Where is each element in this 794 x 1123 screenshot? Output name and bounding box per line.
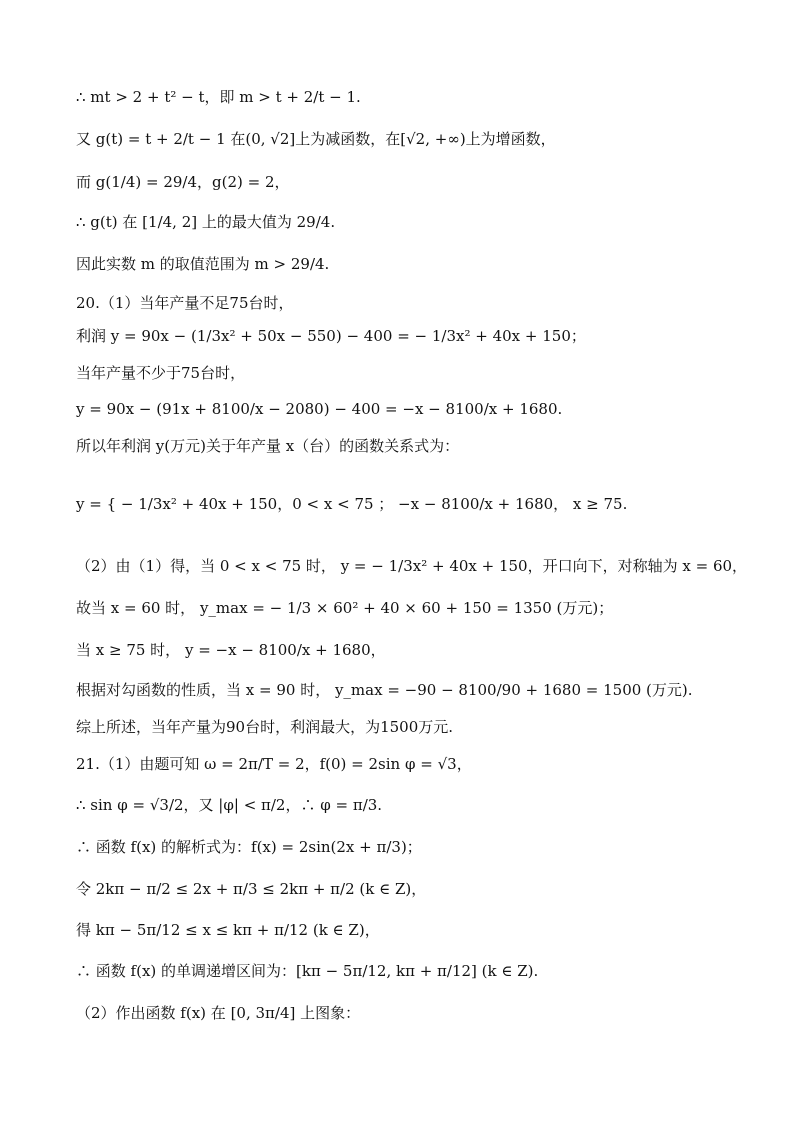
piecewise-function: y = { − 1/3x² + 40x + 150，0 < x < 75 ； −x − 8100/x + 1680， x ≥ 75. — [76, 495, 628, 513]
solution-line-14: 当 x ≥ 75 时， y = −x − 8100/x + 1680， — [76, 641, 386, 659]
increasing-interval: ∴ 函数 f(x) 的单调递增区间为：[kπ − 5π/12, kπ + π/12] (k ∈ Z). — [76, 962, 539, 980]
max-value-2: 根据对勾函数的性质，当 x = 90 时， y_max = −90 − 8100/90 + 1680 = 1500 (万元). — [76, 681, 693, 699]
function-expression: ∴ 函数 f(x) 的解析式为：f(x) = 2sin(2x + π/3)； — [76, 838, 422, 856]
conclusion-line: 综上所述，当年产量为90台时，利润最大，为1500万元. — [76, 718, 454, 736]
question-20-part-2: （2）由（1）得，当 0 < x < 75 时， y = − 1/3x² + 40x + 150，开口向下，对称轴为 x = 60， — [76, 557, 748, 575]
inequality-line-2: 得 kπ − 5π/12 ≤ x ≤ kπ + π/12 (k ∈ Z)， — [76, 921, 380, 939]
solution-line-10: 所以年利润 y(万元)关于年产量 x（台）的函数关系式为： — [76, 437, 460, 455]
solution-line-1: ∴ mt > 2 + t² − t，即 m > t + 2/t − 1. — [76, 88, 361, 106]
solution-line-3: 而 g(1/4) = 29/4，g(2) = 2， — [76, 173, 290, 191]
solution-line-2: 又 g(t) = t + 2/t − 1 在(0, √2]上为减函数，在[√2, +∞)上为增函数， — [76, 130, 556, 148]
max-value-1: 故当 x = 60 时， y_max = − 1/3 × 60² + 40 × 60 + 150 = 1350 (万元)； — [76, 599, 614, 617]
question-21-part-2: （2）作出函数 f(x) 在 [0, 3π/4] 上图象： — [76, 1004, 361, 1022]
solution-line-18: ∴ sin φ = √3/2，又 |φ| < π/2，∴ φ = π/3. — [76, 796, 383, 814]
solution-line-8: 当年产量不少于75台时， — [76, 364, 246, 382]
solution-line-4: ∴ g(t) 在 [1/4, 2] 上的最大值为 29/4. — [76, 213, 336, 231]
question-21-heading: 21.（1）由题可知 ω = 2π/T = 2，f(0) = 2sin φ = √3， — [76, 755, 472, 773]
profit-formula-1: 利润 y = 90x − (1/3x² + 50x − 550) − 400 = − 1/3x² + 40x + 150； — [76, 327, 586, 345]
solution-line-5: 因此实数 m 的取值范围为 m > 29/4. — [76, 255, 330, 273]
profit-formula-2: y = 90x − (91x + 8100/x − 2080) − 400 = −x − 8100/x + 1680. — [76, 400, 563, 418]
question-20-heading: 20.（1）当年产量不足75台时， — [76, 294, 294, 312]
inequality-line-1: 令 2kπ − π/2 ≤ 2x + π/3 ≤ 2kπ + π/2 (k ∈ Z)， — [76, 880, 427, 898]
